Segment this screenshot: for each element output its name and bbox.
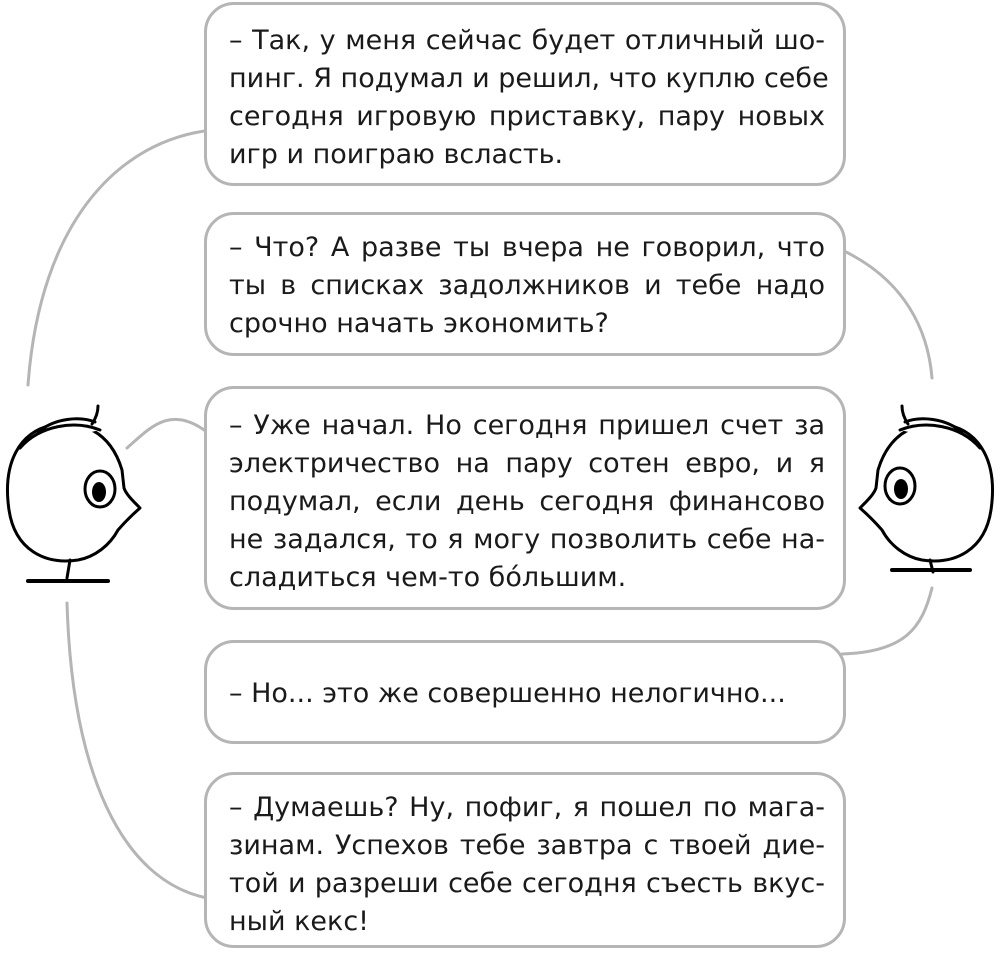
bubble-5-line-4: ный кекс! <box>229 906 369 937</box>
bubble-2-line-1: – Что? А разве ты вчера не говорил, что <box>229 232 825 263</box>
connector-bubble-4 <box>842 588 932 654</box>
speech-bubble-3 <box>204 386 846 610</box>
left-character <box>7 406 140 581</box>
bubble-2-line-3: срочно начать экономить? <box>229 308 609 339</box>
bubble-1-line-2: пинг. Я подумал и решил, что куплю себе <box>229 63 829 94</box>
connector-bubble-2 <box>842 250 932 378</box>
bubble-1-line-4: игр и поиграю всласть. <box>229 139 564 170</box>
speech-bubble-5 <box>204 772 846 948</box>
bubble-5-line-3: той и разреши себе сегодня съесть вкус- <box>229 868 825 899</box>
bubble-1-line-1: – Так, у меня сейчас будет отличный шо- <box>229 25 825 56</box>
speech-bubble-1 <box>204 2 846 186</box>
bubble-5-line-1: – Думаешь? Ну, пофиг, я пошел по мага- <box>229 792 825 823</box>
bubble-3-line-4: не задался, то я могу позволить себе на- <box>229 524 825 555</box>
left-character-neck <box>67 560 70 578</box>
bubble-3-line-3: подумал, если день сегодня финансово <box>229 486 825 517</box>
connector-bubble-3 <box>127 419 207 448</box>
bubble-4-line-1: – Но... это же совершенно нелогично... <box>229 678 786 709</box>
speech-bubble-2 <box>204 212 846 356</box>
left-character-pupil <box>92 482 106 502</box>
right-character-pupil <box>894 479 908 499</box>
bubble-2-line-2: ты в списках задолжников и тебе надо <box>229 270 825 301</box>
bubble-1-line-3: сегодня игровую приставку, пару новых <box>229 101 825 132</box>
connector-bubble-5 <box>67 603 207 898</box>
connector-bubble-1 <box>28 130 212 385</box>
bubble-3-line-2: электричество на пару сотен евро, и я <box>229 448 825 479</box>
speech-bubble-4 <box>204 640 846 744</box>
right-character <box>860 406 993 572</box>
bubble-5-line-2: зинам. Успехов тебе завтра с твоей дие- <box>229 830 825 861</box>
bubble-3-line-5: сладиться чем-то бо́льшим. <box>229 562 627 593</box>
bubble-3-line-1: – Уже начал. Но сегодня пришел счет за <box>229 410 825 441</box>
